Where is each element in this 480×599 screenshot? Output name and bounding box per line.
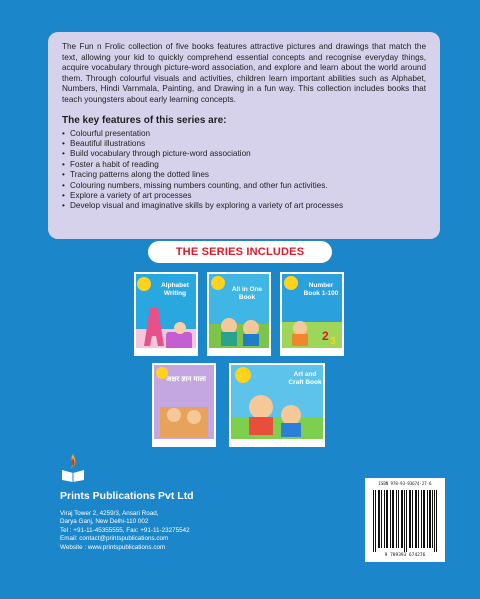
feature-item: • Foster a habit of reading bbox=[62, 160, 426, 170]
book-title: Art and Craft Book bbox=[288, 371, 322, 386]
svg-text:2: 2 bbox=[322, 329, 329, 343]
feature-item: • Explore a variety of art processes bbox=[62, 191, 426, 201]
barcode-bars-icon bbox=[365, 478, 445, 562]
isbn-text: ISBN 978-93-93674-27-6 bbox=[378, 481, 432, 486]
feature-item: • Develop visual and imaginative skills by exploring a variety of art processes bbox=[62, 201, 426, 211]
publisher-name: Prints Publications Pvt Ltd bbox=[60, 490, 194, 502]
features-list bbox=[62, 129, 426, 212]
intro-text: The Fun n Frolic collection of five books features attractive pictures and drawings that match the text, allowing your kid to quickly comprehend essential concepts and recognise everyday things, acquire vocabulary through picture-word association, and explore and learn about the world around them. Through colourful visuals and activities, children learn important abilities such as Alphabet, Numbers, Hindi Varnmala, Painting, and Drawing in a fun way. This collection includes books that teach youngsters about early learning concepts. bbox=[62, 42, 426, 104]
barcode-digits: 9 789393 674276 bbox=[384, 553, 426, 558]
book-title: Alphabet Writing bbox=[161, 282, 189, 297]
book-cover-alphabet-writing bbox=[134, 272, 198, 356]
book-cover-all-in-one bbox=[207, 272, 271, 356]
feature-item: • Tracing patterns along the dotted lines bbox=[62, 170, 426, 180]
feature-item: • Colourful presentation bbox=[62, 129, 426, 139]
publisher-address bbox=[60, 510, 190, 552]
book-cover-number-book bbox=[280, 272, 344, 356]
book-title: अक्षर ज्ञान माला bbox=[166, 376, 206, 383]
publisher-logo-icon bbox=[60, 452, 86, 482]
feature-item: • Beautiful illustrations bbox=[62, 139, 426, 149]
series-includes-label: THE SERIES INCLUDES bbox=[148, 241, 332, 263]
description-box bbox=[48, 32, 440, 239]
address-line: Email: contact@printspublications.com bbox=[60, 535, 169, 543]
feature-item: • Build vocabulary through picture-word association bbox=[62, 149, 426, 159]
book-cover-art-and-craft bbox=[229, 363, 325, 447]
address-line: Darya Ganj, New Delhi-110 002 bbox=[60, 518, 149, 526]
book-cover-akshar-gyan bbox=[152, 363, 216, 447]
book-title: Number Book 1-100 bbox=[303, 282, 339, 297]
isbn-barcode bbox=[365, 478, 445, 562]
book-title: All in One Book bbox=[231, 286, 263, 301]
key-features-title: The key features of this series are: bbox=[62, 114, 227, 126]
address-line: Website : www.printspublications.com bbox=[60, 543, 166, 551]
feature-item: • Colouring numbers, missing numbers counting, and other fun activities. bbox=[62, 181, 426, 191]
address-line: Viraj Tower 2, 4259/3, Ansari Road, bbox=[60, 510, 159, 517]
svg-text:3: 3 bbox=[330, 336, 336, 347]
address-line: Tel : +91-11-45355555, Fax: +91-11-23275542 bbox=[60, 526, 190, 534]
